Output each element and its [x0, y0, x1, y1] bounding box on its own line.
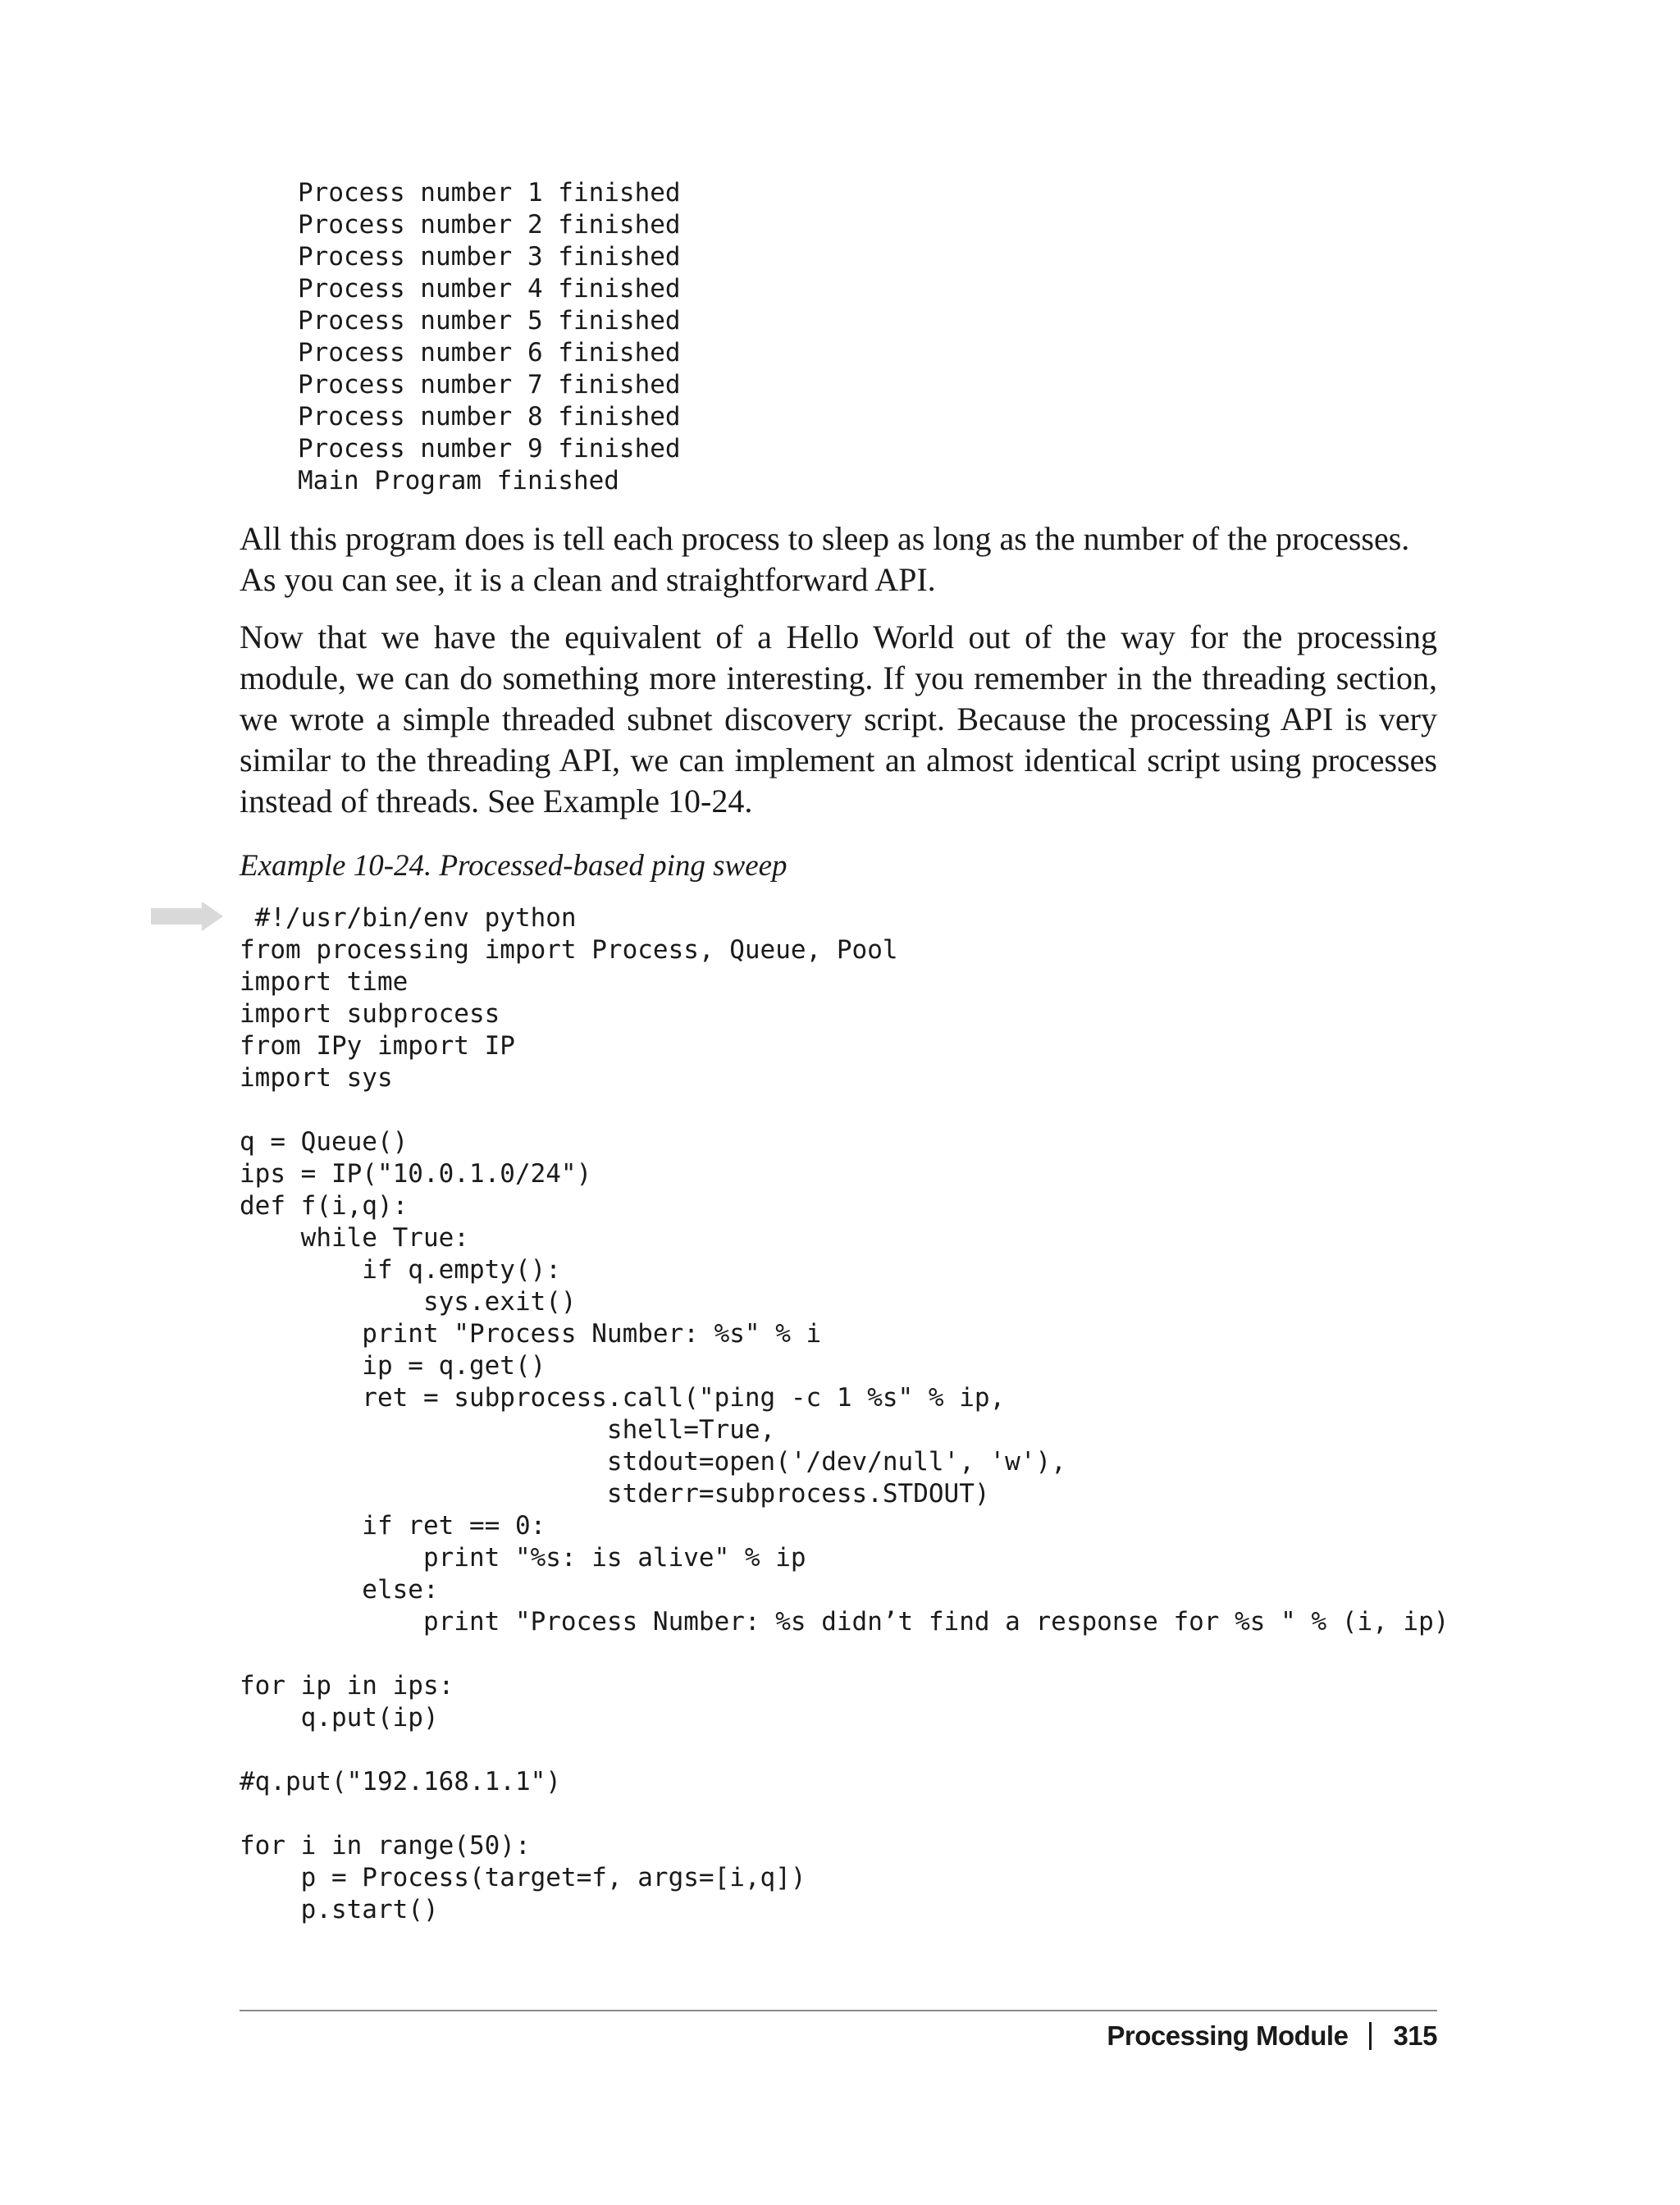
code-line: q.put(ip) — [240, 1703, 439, 1732]
code-line: ip = q.get() — [240, 1351, 546, 1381]
margin-arrow-icon — [151, 902, 223, 931]
code-line — [240, 1734, 1449, 1766]
code-line: p = Process(target=f, args=[i,q]) — [240, 1863, 806, 1892]
code-line: from IPy import IP — [240, 1031, 515, 1061]
code-line: stderr=subprocess.STDOUT) — [240, 1479, 990, 1509]
code-line: from processing import Process, Queue, Pool — [240, 935, 898, 965]
output-line: Process number 8 finished — [298, 402, 681, 431]
code-line: #q.put("192.168.1.1") — [240, 1767, 561, 1796]
code-line: if ret == 0: — [240, 1511, 546, 1541]
code-line: shell=True, — [240, 1415, 776, 1445]
output-line: Main Program finished — [298, 466, 619, 495]
code-line: ret = subprocess.call("ping -c 1 %s" % ip, — [240, 1383, 1006, 1413]
code-line: print "%s: is alive" % ip — [240, 1543, 806, 1573]
paragraph-intro: All this program does is tell each process to sleep as long as the number of the processes. As you can see, it is a clean and straightforward API. — [240, 520, 1410, 598]
output-line: Process number 1 finished — [298, 178, 681, 208]
code-line: ips = IP("10.0.1.0/24") — [240, 1159, 592, 1189]
code-line — [240, 1638, 1449, 1670]
output-line: Process number 2 finished — [298, 210, 681, 240]
code-line — [240, 1094, 1449, 1126]
footer-separator — [1369, 2022, 1372, 2050]
output-line: Process number 6 finished — [298, 338, 681, 368]
page-number: 315 — [1393, 2020, 1437, 2051]
code-line: while True: — [240, 1223, 469, 1253]
code-line: if q.empty(): — [240, 1255, 561, 1285]
output-line: Process number 9 finished — [298, 434, 681, 463]
code-line: import time — [240, 967, 409, 997]
code-line: print "Process Number: %s didn’t find a response for %s " % (i, ip) — [240, 1607, 1449, 1637]
page-footer — [1107, 2020, 1437, 2052]
output-line: Process number 4 finished — [298, 274, 681, 304]
code-line: for ip in ips: — [240, 1671, 454, 1701]
code-line: p.start() — [240, 1895, 439, 1924]
output-line: Process number 5 finished — [298, 306, 681, 336]
example-caption: Example 10-24. Processed-based ping sweep — [240, 849, 788, 883]
code-line: def f(i,q): — [240, 1191, 409, 1221]
output-line: Process number 7 finished — [298, 370, 681, 399]
code-listing — [240, 902, 1449, 1926]
output-line: Process number 3 finished — [298, 242, 681, 272]
code-line: for i in range(50): — [240, 1831, 531, 1860]
code-line: #!/usr/bin/env python — [240, 903, 577, 933]
code-line: print "Process Number: %s" % i — [240, 1319, 822, 1349]
code-line — [240, 1798, 1449, 1830]
code-line: sys.exit() — [240, 1287, 577, 1317]
code-line: import sys — [240, 1063, 393, 1093]
program-output — [298, 177, 681, 497]
footer-rule — [240, 2010, 1437, 2011]
code-line: stdout=open('/dev/null', 'w'), — [240, 1447, 1066, 1477]
code-line: q = Queue() — [240, 1127, 409, 1157]
code-line: else: — [240, 1575, 439, 1605]
paragraph-explanation: Now that we have the equivalent of a Hello World out of the way for the processing module, we can do something more interesting. If you remember in the threading section, we wrote a simple threaded subnet discovery script. Because the processing API is very similar to the threading API, we can implement an almost identical script using processes instead of threads. See Example 10-24. — [240, 619, 1437, 819]
footer-section-title: Processing Module — [1107, 2020, 1349, 2051]
code-line: import subprocess — [240, 999, 500, 1029]
